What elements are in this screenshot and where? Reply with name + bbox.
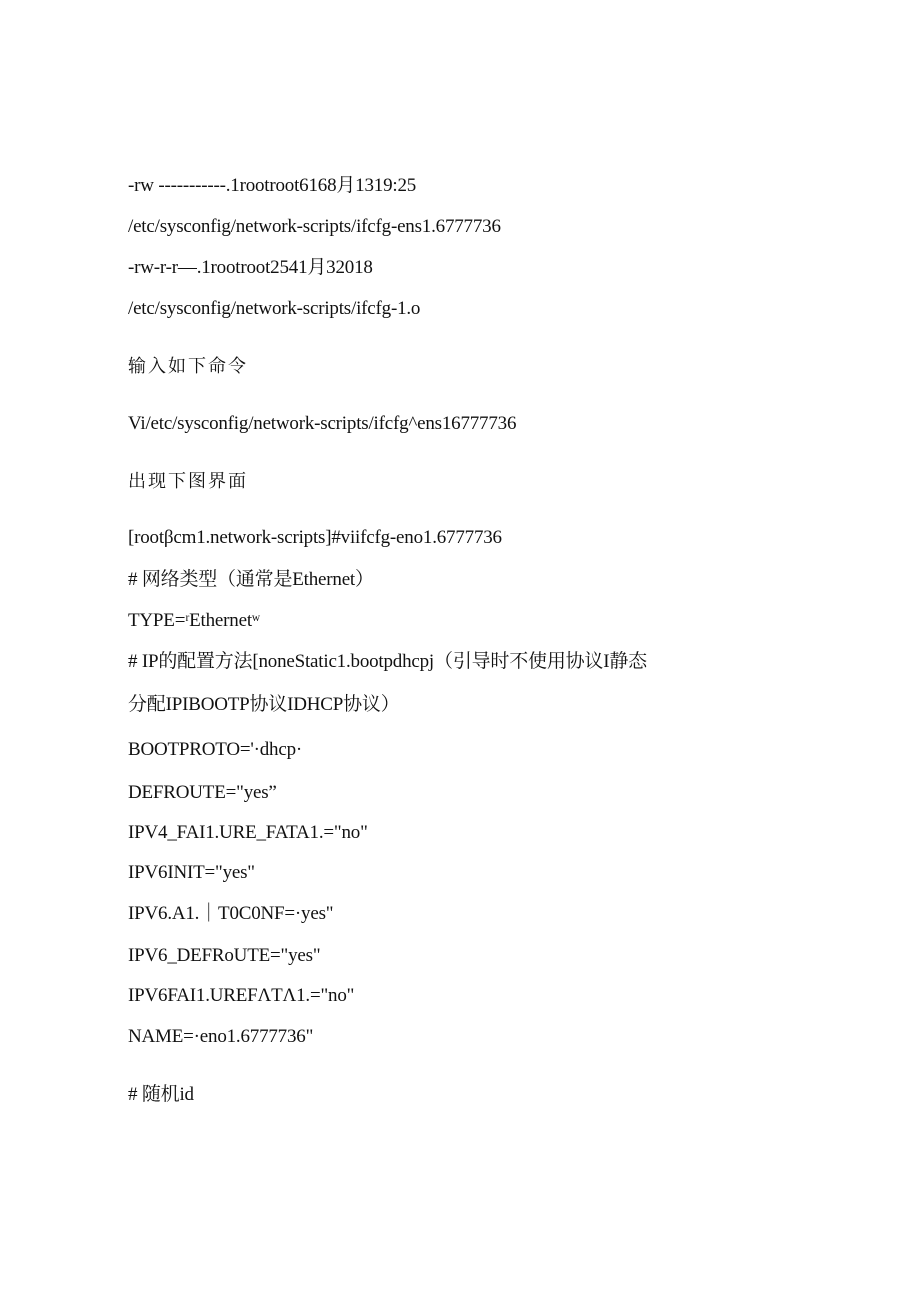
config-ipv6-defroute: IPV6_DEFRoUTE="yes": [128, 945, 321, 966]
comment-network-type: # 网络类型（通常是Ethernet）: [128, 569, 374, 590]
config-defroute: DEFROUTE="yes”: [128, 782, 277, 803]
config-ipv6-failure-fatal: IPV6FAI1.UREFΛTΛ1.="no": [128, 985, 355, 1006]
comment-ip-method: # IP的配置方法[noneStatic1.bootpdhcpj（引导时不使用协议I静态: [128, 651, 647, 672]
config-type: TYPE=ʳEthernetʷ: [128, 610, 260, 631]
command-line: Vi/etc/sysconfig/network-scripts/ifcfg^ens16777736: [128, 413, 517, 434]
config-name: NAME=·eno1.6777736": [128, 1026, 314, 1047]
comment-random-id: # 随机id: [128, 1084, 194, 1105]
file-path-line-1: /etc/sysconfig/network-scripts/ifcfg-ens1.6777736: [128, 216, 501, 237]
config-ipv6init: IPV6INIT="yes": [128, 862, 255, 883]
instruction-text-2: 出现下图界面: [128, 471, 248, 492]
comment-ip-method-cont: 分配IPIBOOTP协议IDHCP协议）: [128, 694, 400, 715]
instruction-text-1: 输入如下命令: [128, 356, 248, 377]
config-ipv6-autoconf: IPV6.A1.｜T0C0NF=·yes": [128, 903, 334, 924]
file-listing-line-2: -rw-r-r—.1rootroot2541月32018: [128, 257, 373, 278]
shell-prompt-line: [rootβcm1.network-scripts]#viifcfg-eno1.6777736: [128, 527, 502, 548]
file-path-line-2: /etc/sysconfig/network-scripts/ifcfg-1.o: [128, 298, 421, 319]
file-listing-line-1: -rw -----------.1rootroot6168月1319:25: [128, 175, 417, 196]
config-ipv4-failure-fatal: IPV4_FAI1.URE_FATA1.="no": [128, 822, 368, 843]
config-bootproto: BOOTPROTO='·dhcp·: [128, 739, 302, 760]
